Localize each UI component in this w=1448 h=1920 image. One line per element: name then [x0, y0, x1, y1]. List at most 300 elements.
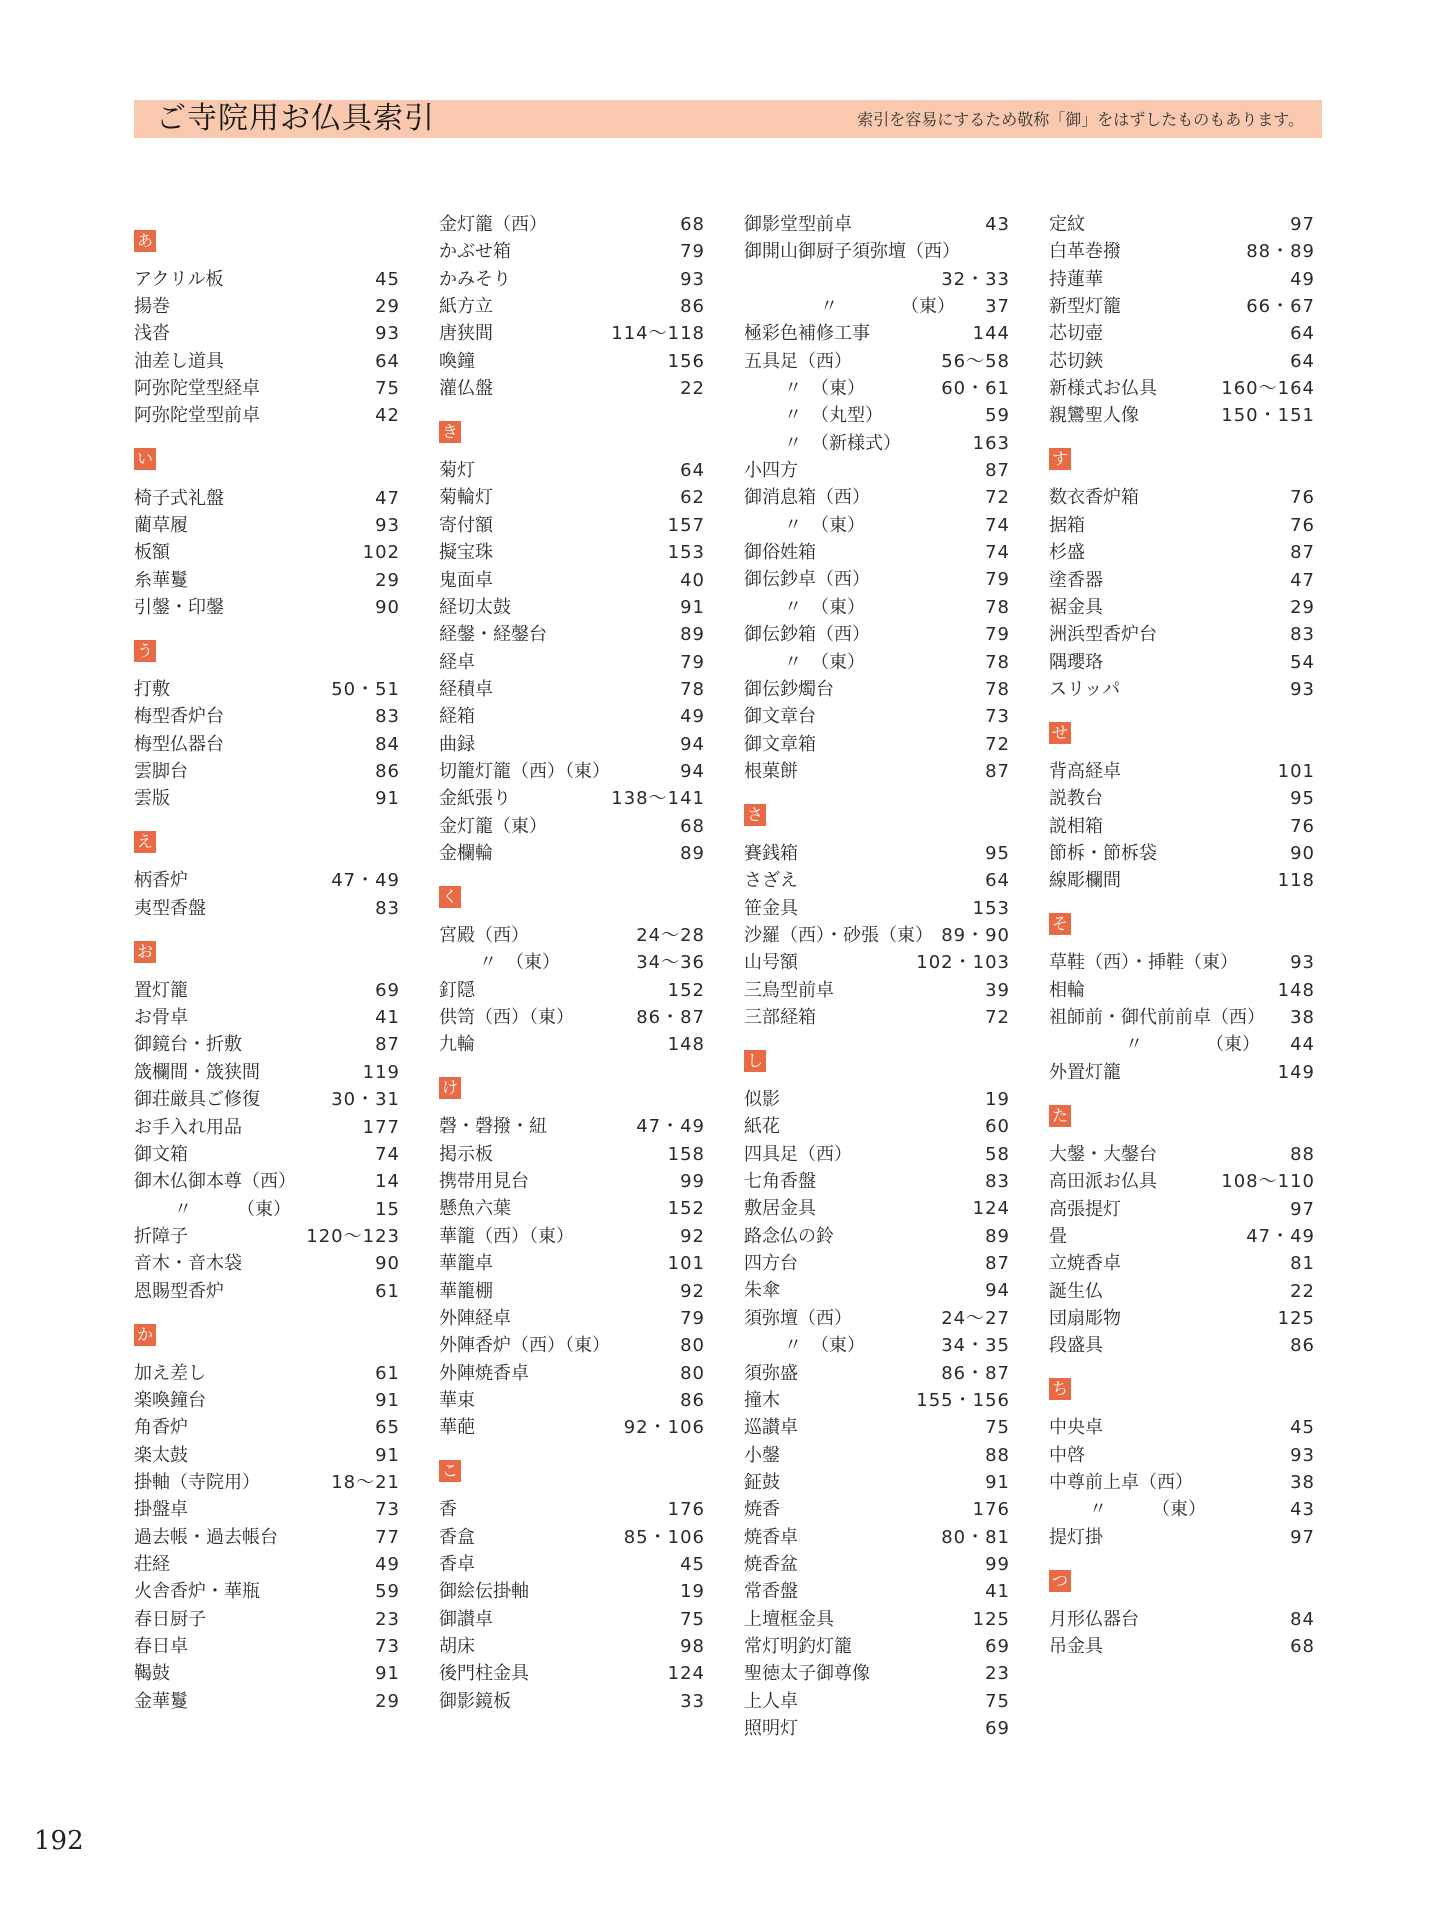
- section-heading: [1049, 1565, 1315, 1592]
- section-spacer: [134, 1346, 400, 1360]
- entry-page-ref: 50・51: [331, 678, 400, 700]
- entry-page-ref: 23: [985, 1663, 1010, 1685]
- index-entry: [134, 1414, 400, 1441]
- index-entry: [1049, 977, 1315, 1004]
- index-entry: [134, 1551, 400, 1578]
- entry-page-ref: 58: [985, 1143, 1010, 1165]
- section-spacer: [134, 471, 400, 485]
- index-entry: [744, 1688, 1010, 1715]
- index-entry: [1049, 1633, 1315, 1660]
- entry-name: 揚巻: [134, 296, 170, 318]
- index-entry: [1049, 211, 1315, 238]
- section-spacer: [744, 1072, 1010, 1086]
- index-entry: [439, 1278, 705, 1305]
- entry-name: 経鏧・経鏧台: [439, 624, 547, 646]
- entry-name: 香: [439, 1499, 457, 1521]
- entry-page-ref: 93: [1290, 678, 1315, 700]
- index-entry: [439, 1633, 705, 1660]
- entry-page-ref: 125: [972, 1608, 1010, 1630]
- index-entry: [1049, 1606, 1315, 1633]
- index-entry: [744, 1496, 1010, 1523]
- index-entry: [744, 484, 1010, 511]
- entry-page-ref: 80・81: [941, 1526, 1010, 1548]
- entry-name: 香盒: [439, 1526, 475, 1548]
- entry-name: 掲示板: [439, 1143, 493, 1165]
- index-entry: [439, 539, 705, 566]
- entry-name: 掛軸（寺院用）: [134, 1472, 260, 1493]
- entry-page-ref: 176: [667, 1499, 705, 1521]
- entry-name: 加え差し: [134, 1362, 206, 1384]
- entry-page-ref: 34～36: [636, 952, 705, 974]
- index-entry: [134, 1141, 400, 1168]
- index-entry: [439, 676, 705, 703]
- entry-name: 藺草履: [134, 514, 188, 536]
- index-entry: [1049, 512, 1315, 539]
- entry-page-ref: 101: [667, 1253, 705, 1275]
- entry-name: 〃 （新様式）: [784, 432, 901, 454]
- entry-page-ref: 125: [1277, 1307, 1315, 1329]
- index-entry: [1049, 1004, 1315, 1031]
- entry-name: スリッパ: [1049, 678, 1121, 700]
- entry-page-ref: 152: [667, 1198, 705, 1220]
- entry-name: 擬宝珠: [439, 542, 493, 564]
- index-entry: [439, 567, 705, 594]
- section-letter-badge: し: [744, 1050, 766, 1072]
- entry-name: 角香炉: [134, 1417, 188, 1439]
- index-entry: [744, 1141, 1010, 1168]
- index-entry: [134, 1168, 400, 1195]
- entry-name: 背高経卓: [1049, 760, 1121, 782]
- entry-name: 線彫欄間: [1049, 870, 1121, 892]
- index-entry: [134, 1633, 400, 1660]
- index-entry: [439, 375, 705, 402]
- entry-page-ref: 76: [1290, 815, 1315, 837]
- index-entry: [439, 1606, 705, 1633]
- entry-page-ref: 64: [680, 460, 705, 482]
- entry-page-ref: 64: [1290, 350, 1315, 372]
- entry-page-ref: 158: [667, 1143, 705, 1165]
- index-entry: [134, 1278, 400, 1305]
- entry-page-ref: 73: [375, 1499, 400, 1521]
- entry-page-ref: 24～27: [941, 1307, 1010, 1329]
- section-spacer: [439, 443, 705, 457]
- entry-name: 四具足（西）: [744, 1143, 852, 1165]
- entry-name: 祖師前・御代前前卓（西）: [1049, 1007, 1265, 1029]
- entry-page-ref: 93: [375, 514, 400, 536]
- index-entry: [134, 375, 400, 402]
- index-entry: [744, 676, 1010, 703]
- entry-name: 紙方立: [439, 296, 493, 318]
- index-entry: [134, 485, 400, 512]
- entry-name: 雲版: [134, 788, 170, 810]
- index-entry: [134, 512, 400, 539]
- index-entry: [439, 1360, 705, 1387]
- index-entry: [134, 1688, 400, 1715]
- index-entry: [134, 1387, 400, 1414]
- entry-page-ref: 75: [375, 378, 400, 400]
- index-entry: [439, 484, 705, 511]
- entry-page-ref: 74: [375, 1143, 400, 1165]
- index-entry: [1049, 676, 1315, 703]
- entry-page-ref: 91: [375, 788, 400, 810]
- index-entry: [134, 266, 400, 293]
- index-entry: [744, 895, 1010, 922]
- index-entry: [744, 922, 1010, 949]
- section-spacer: [134, 430, 400, 444]
- entry-page-ref: 56～58: [941, 350, 1010, 372]
- entry-name: 御文章箱: [744, 733, 816, 755]
- entry-name: 芯切壺: [1049, 323, 1103, 345]
- entry-page-ref: 88: [1290, 1143, 1315, 1165]
- entry-page-ref: 114～118: [611, 323, 705, 345]
- entry-name: 板額: [134, 542, 170, 564]
- index-entry: [744, 1606, 1010, 1633]
- entry-page-ref: 47・49: [1246, 1225, 1315, 1247]
- index-entry: [744, 348, 1010, 375]
- entry-page-ref: 47: [375, 487, 400, 509]
- index-entry: [744, 1387, 1010, 1414]
- section-heading: [1049, 1100, 1315, 1127]
- section-heading: [134, 443, 400, 470]
- entry-name: 新様式お仏具: [1049, 378, 1157, 400]
- entry-page-ref: 62: [680, 487, 705, 509]
- index-entry: [1049, 320, 1315, 347]
- section-letter-badge: す: [1049, 448, 1071, 470]
- entry-page-ref: 90: [1290, 842, 1315, 864]
- entry-page-ref: 60: [985, 1116, 1010, 1138]
- entry-name: 曲録: [439, 733, 475, 755]
- index-entry: [1049, 1223, 1315, 1250]
- entry-page-ref: 68: [680, 815, 705, 837]
- entry-page-ref: 102・103: [916, 952, 1010, 974]
- entry-name: 朱傘: [744, 1280, 780, 1302]
- index-entry: [744, 840, 1010, 867]
- index-entry: [134, 758, 400, 785]
- entry-name: お骨卓: [134, 1007, 188, 1029]
- index-entry: [439, 1004, 705, 1031]
- entry-name: 御文箱: [134, 1143, 188, 1165]
- index-entry: [1049, 539, 1315, 566]
- entry-name: 華束: [439, 1389, 475, 1411]
- entry-name: 撞木: [744, 1389, 780, 1411]
- index-entry: [1049, 813, 1315, 840]
- entry-page-ref: 90: [375, 1253, 400, 1275]
- entry-name: 携帯用見台: [439, 1171, 529, 1193]
- entry-page-ref: 45: [1290, 1417, 1315, 1439]
- entry-page-ref: 99: [680, 1171, 705, 1193]
- entry-name: 外陣香炉（西）（東）: [439, 1335, 610, 1357]
- entry-page-ref: 152: [667, 979, 705, 1001]
- entry-name: さざえ: [744, 870, 798, 892]
- index-entry: [744, 375, 1010, 402]
- index-entry: [744, 1578, 1010, 1605]
- entry-page-ref: 43: [985, 214, 1010, 235]
- index-entry: [439, 813, 705, 840]
- entry-page-ref: 45: [375, 268, 400, 290]
- entry-name: 金灯籠（東）: [439, 815, 547, 837]
- index-entry: [134, 1031, 400, 1058]
- entry-name: 油差し道具: [134, 350, 224, 372]
- index-entry: [439, 238, 705, 265]
- entry-page-ref: 86: [680, 1389, 705, 1411]
- index-entry: [1049, 621, 1315, 648]
- entry-name: 鉦鼓: [744, 1471, 780, 1493]
- index-entry: [744, 1633, 1010, 1660]
- entry-page-ref: 60・61: [941, 378, 1010, 400]
- entry-name: 極彩色補修工事: [744, 323, 870, 345]
- entry-page-ref: 86: [680, 296, 705, 318]
- index-entry: [744, 1469, 1010, 1496]
- section-spacer: [134, 922, 400, 936]
- entry-page-ref: 149: [1277, 1061, 1315, 1083]
- entry-name: 寄付額: [439, 514, 493, 536]
- index-entry: [134, 1660, 400, 1687]
- index-entry: [1049, 567, 1315, 594]
- section-heading: [1049, 717, 1315, 744]
- index-entry: [134, 785, 400, 812]
- entry-page-ref: 160～164: [1221, 378, 1315, 400]
- section-spacer: [1049, 1086, 1315, 1100]
- entry-page-ref: 91: [985, 1471, 1010, 1493]
- entry-page-ref: 91: [680, 596, 705, 618]
- entry-name: 四方台: [744, 1253, 798, 1275]
- index-entry: [439, 594, 705, 621]
- entry-name: 芯切鋏: [1049, 350, 1103, 372]
- section-spacer: [1049, 1592, 1315, 1606]
- entry-page-ref: 61: [375, 1362, 400, 1384]
- entry-page-ref: 29: [375, 1690, 400, 1712]
- section-spacer: [1049, 1127, 1315, 1141]
- entry-page-ref: 49: [680, 706, 705, 728]
- index-entry: [439, 1414, 705, 1441]
- entry-name: 外置灯籠: [1049, 1061, 1121, 1083]
- entry-name: 糸華鬘: [134, 569, 188, 591]
- index-entry: [1049, 1305, 1315, 1332]
- entry-page-ref: 79: [985, 624, 1010, 646]
- entry-name: 楽太鼓: [134, 1444, 188, 1466]
- entry-name: 大鏧・大鏧台: [1049, 1143, 1157, 1165]
- entry-page-ref: 34・35: [941, 1335, 1010, 1357]
- index-entry: [744, 1195, 1010, 1222]
- entry-page-ref: 118: [1277, 870, 1315, 892]
- section-heading: [439, 416, 705, 443]
- index-entry: [1049, 949, 1315, 976]
- entry-name: 華葩: [439, 1417, 475, 1439]
- entry-page-ref: 80: [680, 1335, 705, 1357]
- index-entry: [744, 1660, 1010, 1687]
- entry-page-ref: 157: [667, 514, 705, 536]
- index-entry: [1049, 758, 1315, 785]
- entry-name: 喚鐘: [439, 350, 475, 372]
- entry-page-ref: 44: [1290, 1034, 1315, 1056]
- index-entry: [134, 1578, 400, 1605]
- entry-page-ref: 47: [1290, 569, 1315, 591]
- entry-name: 九輪: [439, 1034, 475, 1056]
- entry-name: 金紙張り: [439, 788, 511, 810]
- entry-page-ref: 83: [1290, 624, 1315, 646]
- index-entry: [134, 1059, 400, 1086]
- index-entry: [744, 457, 1010, 484]
- index-entry: [439, 949, 705, 976]
- entry-page-ref: 148: [1277, 979, 1315, 1001]
- index-entry: [439, 1524, 705, 1551]
- entry-name: 照明灯: [744, 1717, 798, 1739]
- entry-name: 磬・磬撥・紐: [439, 1116, 547, 1138]
- entry-page-ref: 15: [375, 1198, 400, 1220]
- page-number: 192: [34, 1826, 84, 1856]
- index-entry: [744, 320, 1010, 347]
- entry-page-ref: 89: [680, 624, 705, 646]
- entry-name: 折障子: [134, 1225, 188, 1247]
- index-entry: [134, 567, 400, 594]
- entry-name: 〃 （東）: [174, 1198, 291, 1220]
- section-letter-badge: あ: [134, 230, 156, 252]
- entry-name: アクリル板: [134, 268, 224, 290]
- section-spacer: [744, 785, 1010, 799]
- index-entry: [744, 1414, 1010, 1441]
- index-entry: [744, 977, 1010, 1004]
- index-entry: [439, 1496, 705, 1523]
- index-entry: [134, 320, 400, 347]
- entry-name: 畳: [1049, 1225, 1067, 1247]
- index-entry: [439, 758, 705, 785]
- section-spacer: [1049, 703, 1315, 717]
- entry-page-ref: 37: [985, 296, 1010, 318]
- entry-page-ref: 108～110: [1221, 1171, 1315, 1193]
- entry-name: 据箱: [1049, 514, 1085, 536]
- index-entry: [134, 1086, 400, 1113]
- entry-name: 掛盤卓: [134, 1499, 188, 1521]
- entry-page-ref: 92・106: [623, 1417, 705, 1439]
- entry-name: 数衣香炉箱: [1049, 487, 1139, 509]
- entry-page-ref: 89・90: [941, 924, 1010, 946]
- entry-name: 山号額: [744, 952, 798, 974]
- entry-page-ref: 92: [680, 1225, 705, 1247]
- entry-page-ref: 91: [375, 1663, 400, 1685]
- entry-page-ref: 75: [985, 1690, 1010, 1712]
- entry-page-ref: 42: [375, 405, 400, 427]
- entry-name: 阿弥陀堂型経卓: [134, 378, 260, 400]
- index-entry: [744, 1250, 1010, 1277]
- entry-name: 裾金具: [1049, 596, 1103, 618]
- index-entry: [744, 1168, 1010, 1195]
- section-spacer: [1049, 1551, 1315, 1565]
- entry-page-ref: 14: [375, 1171, 400, 1193]
- index-entry: [439, 1578, 705, 1605]
- entry-name: 似影: [744, 1089, 780, 1111]
- section-heading: [744, 799, 1010, 826]
- index-entry: [439, 1332, 705, 1359]
- entry-page-ref: 64: [1290, 323, 1315, 345]
- index-entry: [134, 895, 400, 922]
- section-heading: [439, 881, 705, 908]
- entry-page-ref: 69: [985, 1717, 1010, 1739]
- index-entry: [1049, 1168, 1315, 1195]
- entry-name: 柄香炉: [134, 870, 188, 892]
- section-letter-badge: き: [439, 421, 461, 443]
- entry-page-ref: 86・87: [941, 1362, 1010, 1384]
- section-spacer: [439, 402, 705, 416]
- index-entry: [439, 320, 705, 347]
- entry-name: 外陣焼香卓: [439, 1362, 529, 1384]
- index-entry: [439, 621, 705, 648]
- section-heading: [1049, 908, 1315, 935]
- page-title: ご寺院用お仏具索引: [156, 101, 435, 136]
- entry-name: 釘隠: [439, 979, 475, 1001]
- section-spacer: [1049, 430, 1315, 444]
- entry-page-ref: 88: [985, 1444, 1010, 1466]
- index-entry: [1049, 238, 1315, 265]
- entry-name: 立焼香卓: [1049, 1253, 1121, 1275]
- section-spacer: [134, 252, 400, 266]
- index-entry: [1049, 484, 1315, 511]
- entry-page-ref: 91: [375, 1389, 400, 1411]
- section-heading: [1049, 1373, 1315, 1400]
- entry-page-ref: 69: [375, 979, 400, 1001]
- entry-page-ref: 98: [680, 1636, 705, 1657]
- index-entry: [744, 211, 1010, 238]
- entry-name: 阿弥陀堂型前卓: [134, 405, 260, 427]
- entry-name: 〃 （東）: [784, 651, 865, 673]
- entry-page-ref: 84: [1290, 1608, 1315, 1630]
- section-heading: [744, 1045, 1010, 1072]
- entry-name: 筬欄間・筬狭間: [134, 1061, 260, 1083]
- index-entry: [134, 1442, 400, 1469]
- entry-page-ref: 59: [375, 1581, 400, 1603]
- index-entry: [744, 1004, 1010, 1031]
- entry-page-ref: 78: [985, 596, 1010, 618]
- index-entry: [744, 1360, 1010, 1387]
- entry-name: 新型灯籠: [1049, 296, 1121, 318]
- entry-page-ref: 89: [680, 842, 705, 864]
- index-entry: [1049, 1059, 1315, 1086]
- index-entry: [134, 539, 400, 566]
- entry-name: 香卓: [439, 1553, 475, 1575]
- entry-name: 御俗姓箱: [744, 542, 816, 564]
- index-entry: [439, 1195, 705, 1222]
- entry-name: 菊灯: [439, 460, 475, 482]
- section-spacer: [1049, 744, 1315, 758]
- entry-name: 焼香盆: [744, 1553, 798, 1575]
- index-entry: [439, 211, 705, 238]
- section-heading: [134, 826, 400, 853]
- section-spacer: [134, 621, 400, 635]
- index-entry: [134, 1360, 400, 1387]
- index-column-2: [439, 211, 705, 1715]
- index-entry: [1049, 293, 1315, 320]
- entry-page-ref: 155・156: [916, 1389, 1010, 1411]
- entry-name: 鬼面卓: [439, 569, 493, 591]
- entry-page-ref: 89: [985, 1225, 1010, 1247]
- entry-name: 紙花: [744, 1116, 780, 1138]
- entry-page-ref: 87: [375, 1034, 400, 1056]
- index-entry: [134, 1250, 400, 1277]
- index-entry: [744, 1551, 1010, 1578]
- entry-name: 上人卓: [744, 1690, 798, 1712]
- section-letter-badge: さ: [744, 804, 766, 826]
- entry-page-ref: 39: [985, 979, 1010, 1001]
- entry-page-ref: 64: [985, 870, 1010, 892]
- index-entry: [134, 293, 400, 320]
- section-spacer: [439, 867, 705, 881]
- entry-page-ref: 69: [985, 1635, 1010, 1657]
- index-entry: [439, 1223, 705, 1250]
- index-column-3: [744, 211, 1010, 1742]
- entry-page-ref: 97: [1290, 1198, 1315, 1220]
- entry-page-ref: 29: [375, 569, 400, 591]
- entry-page-ref: 73: [375, 1636, 400, 1658]
- entry-page-ref: 72: [985, 733, 1010, 755]
